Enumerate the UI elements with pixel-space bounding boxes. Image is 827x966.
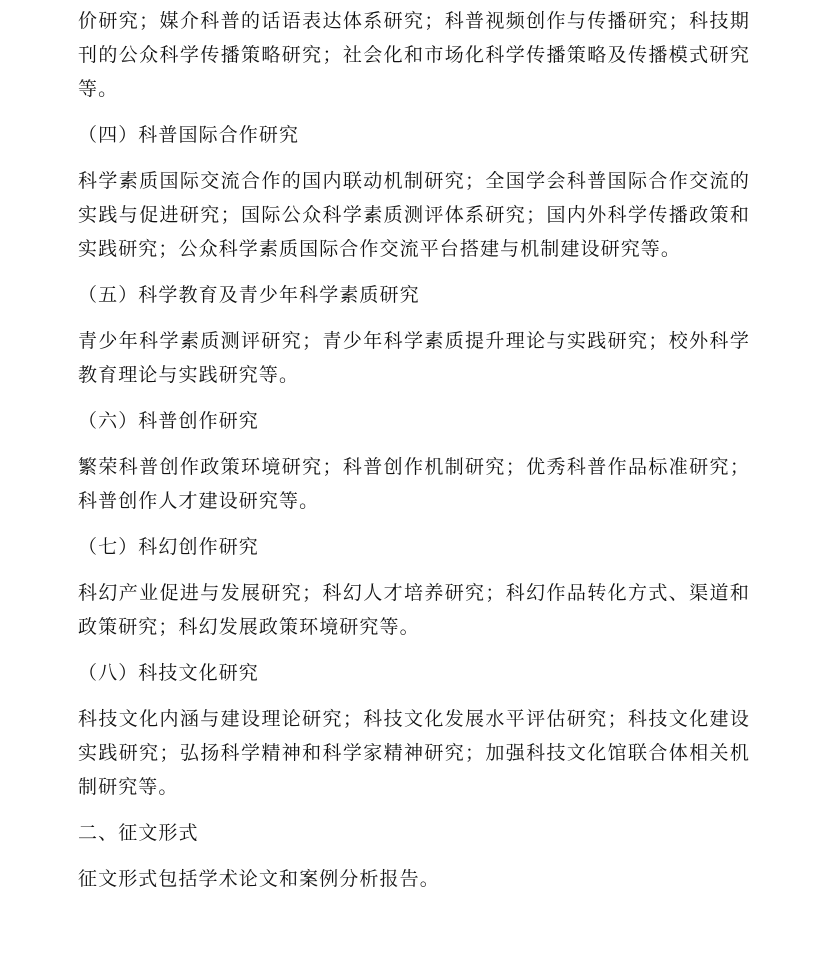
section-body-7: 科幻产业促进与发展研究；科幻人才培养研究；科幻作品转化方式、渠道和政策研究；科幻发展政策环境研究等。 <box>78 582 750 638</box>
section-heading-7: （七）科幻创作研究 <box>78 536 259 558</box>
section-heading-8: （八）科技文化研究 <box>78 662 259 684</box>
section-body-5: 青少年科学素质测评研究；青少年科学素质提升理论与实践研究；校外科学教育理论与实践研究等。 <box>78 330 750 386</box>
section-heading-5: （五）科学教育及青少年科学素质研究 <box>78 284 420 306</box>
section-body-6: 繁荣科普创作政策环境研究；科普创作机制研究；优秀科普作品标准研究；科普创作人才建设研究等。 <box>78 456 750 512</box>
section-heading-6: （六）科普创作研究 <box>78 410 259 432</box>
section-body-4: 科学素质国际交流合作的国内联动机制研究；全国学会科普国际合作交流的实践与促进研究；国际公众科学素质测评体系研究；国内外科学传播政策和实践研究；公众科学素质国际合作交流平台搭建与机制建设研究等。 <box>78 170 750 260</box>
document-page <box>78 4 750 896</box>
part-two-heading: 二、征文形式 <box>78 822 199 844</box>
intro-paragraph: 价研究；媒介科普的话语表达体系研究；科普视频创作与传播研究；科技期刊的公众科学传播策略研究；社会化和市场化科学传播策略及传播模式研究等。 <box>78 10 750 100</box>
section-heading-4: （四）科普国际合作研究 <box>78 124 300 146</box>
part-two-body: 征文形式包括学术论文和案例分析报告。 <box>78 868 440 890</box>
section-body-8: 科技文化内涵与建设理论研究；科技文化发展水平评估研究；科技文化建设实践研究；弘扬科学精神和科学家精神研究；加强科技文化馆联合体相关机制研究等。 <box>78 708 750 798</box>
